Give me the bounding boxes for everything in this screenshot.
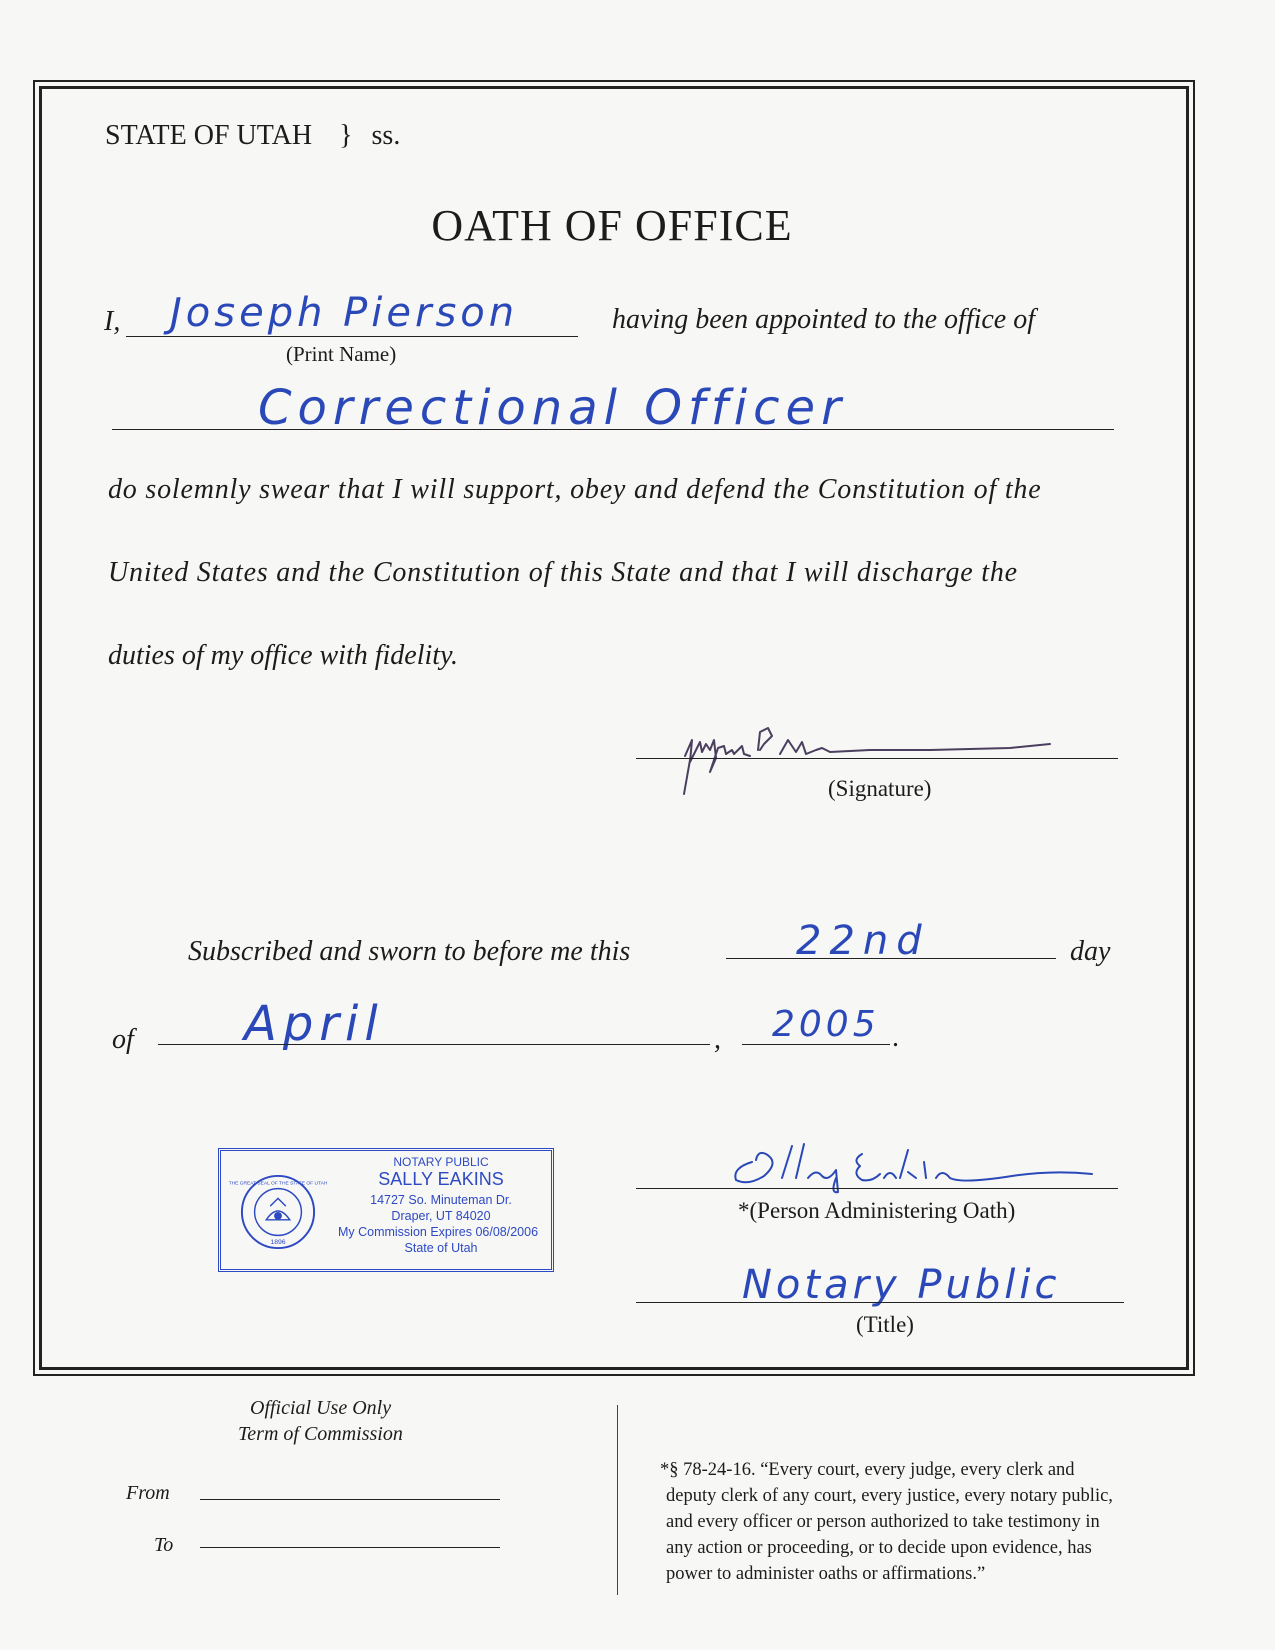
month-value: April <box>244 996 384 1052</box>
notary-stamp <box>218 1148 554 1272</box>
oath-body-line-1: do solemnly swear that I will support, obey and defend the Constitution of the <box>108 474 1042 505</box>
seal-text: THE GREAT SEAL OF THE STATE OF UTAH <box>228 1181 328 1187</box>
print-name-caption: (Print Name) <box>286 342 397 366</box>
i-label: I, <box>104 306 121 337</box>
brace: } <box>339 120 353 151</box>
to-line <box>200 1547 500 1548</box>
day-value: 22nd <box>796 918 930 964</box>
footnote-line-4: any action or proceeding, or to decide upon evidence, has <box>666 1538 1092 1558</box>
footnote-line-3: and every officer or person authorized to take testimony in <box>666 1512 1100 1532</box>
footnote-line-5: power to administer oaths or affirmations.” <box>666 1564 986 1584</box>
appointed-text: having been appointed to the office of <box>612 304 1036 335</box>
administering-caption: *(Person Administering Oath) <box>738 1198 1016 1223</box>
date-period: . <box>892 1022 899 1053</box>
title-value: Notary Public <box>742 1262 1061 1308</box>
day-label: day <box>1070 936 1111 967</box>
of-label: of <box>112 1024 134 1055</box>
print-name-value: Joseph Pierson <box>170 290 519 336</box>
stamp-address-street: 14727 So. Minuteman Dr. <box>370 1193 512 1207</box>
year-value: 2005 <box>772 1004 880 1045</box>
footnote-line-1: *§ 78-24-16. “Every court, every judge, every clerk and <box>660 1460 1075 1480</box>
official-use-heading: Official Use Only <box>250 1397 392 1419</box>
day-line <box>726 958 1056 959</box>
term-of-commission-heading: Term of Commission <box>238 1423 403 1445</box>
office-line <box>112 429 1114 430</box>
state-seal-icon <box>228 1173 328 1251</box>
seal-year: 1896 <box>270 1239 286 1247</box>
from-line <box>200 1499 500 1500</box>
administering-signature <box>712 1132 1132 1202</box>
stamp-commission-expires: My Commission Expires 06/08/2006 <box>337 1225 539 1239</box>
ss-label: ss. <box>371 120 401 151</box>
signature-caption: (Signature) <box>828 776 932 801</box>
from-label: From <box>126 1482 170 1504</box>
page-title: OATH OF OFFICE <box>431 201 793 250</box>
subscribed-text: Subscribed and sworn to before me this <box>188 936 631 967</box>
footnote-line-2: deputy clerk of any court, every justice, every notary public, <box>666 1486 1113 1506</box>
signature-line <box>636 758 1118 759</box>
year-line <box>742 1044 890 1045</box>
stamp-state: State of Utah <box>404 1241 478 1255</box>
print-name-line <box>126 336 578 337</box>
month-line <box>158 1044 710 1045</box>
to-label: To <box>154 1534 174 1556</box>
oath-body-line-2: United States and the Constitution of this State and that I will discharge the <box>108 557 1018 588</box>
administering-line <box>636 1188 1118 1189</box>
date-comma: , <box>714 1024 721 1055</box>
title-line <box>636 1302 1124 1303</box>
oath-body-line-3: duties of my office with fidelity. <box>108 640 458 671</box>
state-name: STATE OF UTAH <box>105 120 313 151</box>
stamp-notary-name: SALLY EAKINS <box>378 1169 504 1189</box>
office-value: Correctional Officer <box>258 380 847 436</box>
state-heading <box>105 120 400 152</box>
stamp-notary-public: NOTARY PUBLIC <box>393 1155 489 1169</box>
stamp-address-city: Draper, UT 84020 <box>391 1209 491 1223</box>
title-caption: (Title) <box>856 1312 914 1337</box>
section-divider <box>617 1405 618 1595</box>
